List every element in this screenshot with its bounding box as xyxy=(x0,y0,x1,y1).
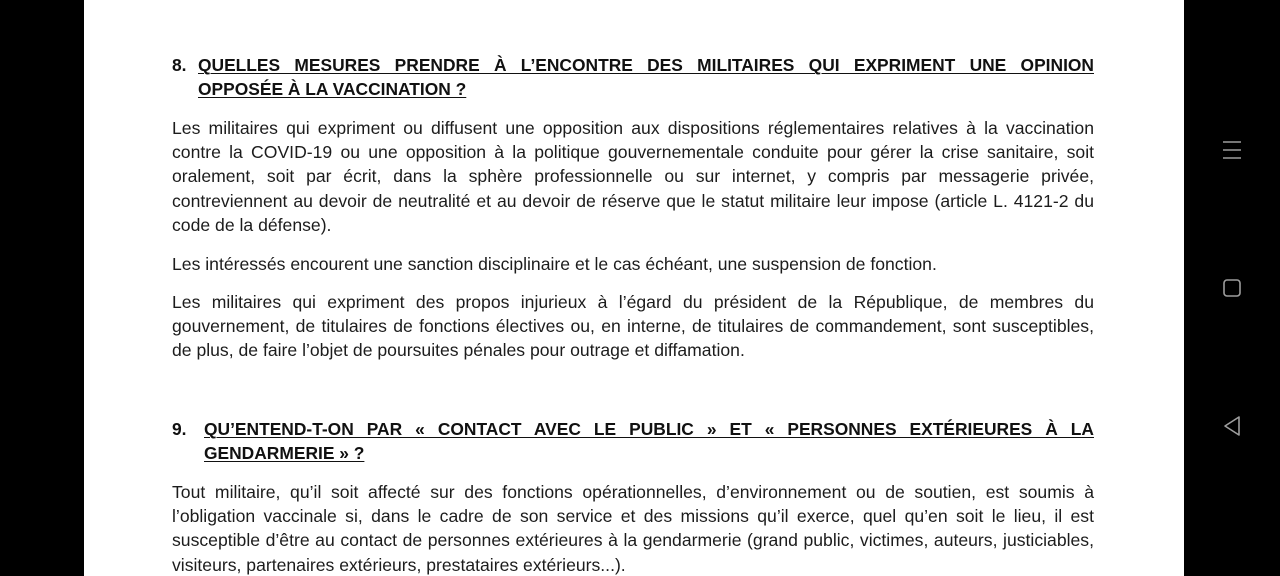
section-8-paragraph-2: Les intéressés encourent une sanction disciplinaire et le cas échéant, une suspension de fonction. xyxy=(172,254,937,274)
section-8-paragraph-3: Les militaires qui expriment des propos injurieux à l’égard du président de la République, de membres du gouvernement, de titulaires de fonctions électives ou, en interne, de titulaires de commandement, sont susceptibles, de plus, de faire l’objet de poursuites pénales pour outrage et diffamation. xyxy=(172,292,1094,361)
section-8-title-line-1: QUELLES MESURES PRENDRE À L’ENCONTRE DES MILITAIRES QUI EXPRIMENT UNE OPINION xyxy=(198,55,1094,75)
back-button[interactable] xyxy=(1212,406,1252,446)
section-9-heading xyxy=(172,418,1094,465)
section-8-title-line-2: OPPOSÉE À LA VACCINATION ? xyxy=(198,78,467,99)
section-8-number: 8. xyxy=(172,55,187,75)
section-9-paragraph-1: Tout militaire, qu’il soit affecté sur des fonctions opérationnelles, d’environnement ou de soutien, est soumis à l’obligation vaccinale si, dans le cadre de son service et des missions qu’il exerce, quel qu’en soit le lieu, il est susceptible d’être au contact de personnes extérieures à la gendarmerie (grand public, victimes, auteurs, justiciables, visiteurs, partenaires extérieurs, prestataires extérieurs...). xyxy=(172,482,1094,575)
back-icon xyxy=(1222,415,1242,437)
menu-icon xyxy=(1222,139,1242,161)
navigation-bar xyxy=(1184,0,1280,576)
section-9-title-line-2: GENDARMERIE » ? xyxy=(204,442,365,463)
menu-button[interactable] xyxy=(1212,130,1252,170)
section-9-number: 9. xyxy=(172,419,187,439)
home-button[interactable] xyxy=(1212,268,1252,308)
home-icon xyxy=(1222,278,1242,298)
section-8-heading xyxy=(172,54,1094,101)
section-8-paragraph-1: Les militaires qui expriment ou diffusent une opposition aux dispositions réglementaires relatives à la vaccination contre la COVID-19 ou une opposition à la politique gouvernementale conduite pour gérer la crise sanitaire, soit oralement, soit par écrit, dans la sphère professionnelle ou sur internet, y compris par messagerie privée, contreviennent au devoir de neutralité et au devoir de réserve que le statut militaire leur impose (article L. 4121-2 du code de la défense). xyxy=(172,118,1094,235)
section-9-title-line-1: QU’ENTEND-T-ON PAR « CONTACT AVEC LE PUBLIC » ET « PERSONNES EXTÉRIEURES À LA xyxy=(204,419,1094,439)
document-page xyxy=(84,0,1184,576)
